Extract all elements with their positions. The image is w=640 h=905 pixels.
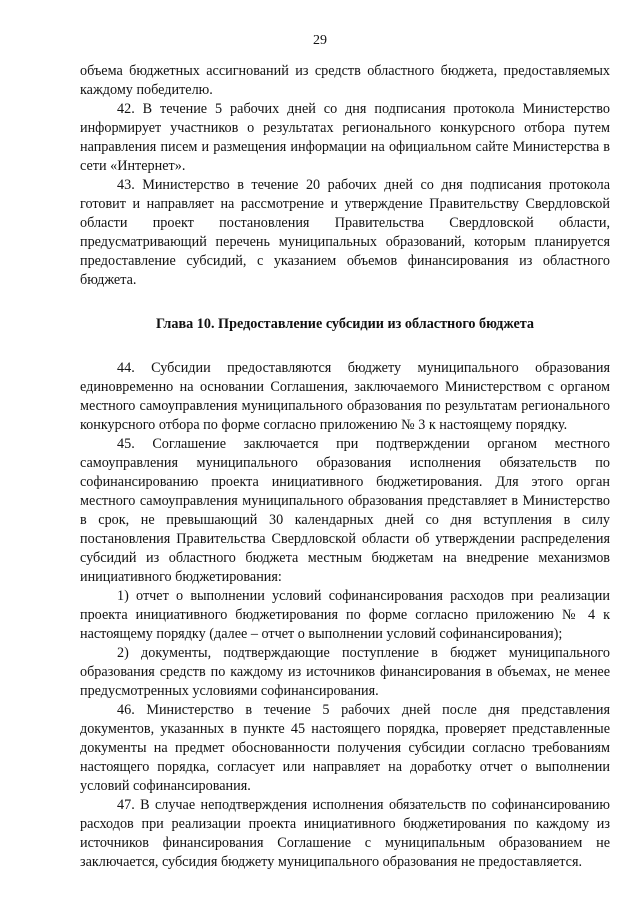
paragraph-44: 44. Субсидии предоставляются бюджету муниципального образования единовременно на основании Соглашения, заключаемого Министерством с органом местного самоуправления муниципального образования по результатам регионального конкурсного отбора по форме согласно приложению № 3 к настоящему порядку. (80, 360, 610, 433)
paragraph-45-item-2: 2) документы, подтверждающие поступление в бюджет муниципального образования средств по каждому из источников финансирования в объемах, не менее предусмотренных условиями софинансирования. (80, 645, 610, 699)
chapter-heading: Глава 10. Предоставление субсидии из областного бюджета (156, 316, 534, 332)
paragraph-45: 45. Соглашение заключается при подтверждении органом местного самоуправления муниципального образования исполнения обязательств по софинансированию проекта инициативного бюджетирования. Для этого орган местного самоуправления муниципального образования представляет в Министерство в срок, не превышающий 30 календарных дней со дня вступления в силу постановления Правительства Свердловской области об утверждении распределения субсидий из областного бюджета местным бюджетам на внедрение механизмов инициативного бюджетирования: (80, 436, 610, 585)
paragraph-continuation: объема бюджетных ассигнований из средств областного бюджета, предоставляемых каждому победителю. (80, 63, 610, 98)
page-number: 29 (313, 33, 327, 48)
paragraph-45-item-1: 1) отчет о выполнении условий софинансирования расходов при реализации проекта инициативного бюджетирования по форме согласно приложению № 4 к настоящему порядку (далее – отчет о выполнении условий софинансирования); (80, 588, 610, 642)
document-body (80, 62, 610, 872)
paragraph-46: 46. Министерство в течение 5 рабочих дней после дня представления документов, указанных в пункте 45 настоящего порядка, проверяет представленные документы на предмет обоснованности получения субсидии согласно требованиям настоящего порядка, согласует или направляет на доработку отчет о выполнении условий софинансирования. (80, 702, 610, 794)
paragraph-47: 47. В случае неподтверждения исполнения обязательств по софинансированию расходов при реализации проекта инициативного бюджетирования по каждому из источников финансирования Соглашение с муниципальным образованием не заключается, субсидия бюджету муниципального образования не предоставляется. (80, 797, 610, 870)
paragraph-42: 42. В течение 5 рабочих дней со дня подписания протокола Министерство информирует участников о результатах регионального конкурсного отбора путем направления писем и размещения информации на официальном сайте Министерства в сети «Интернет». (80, 101, 610, 174)
paragraph-43: 43. Министерство в течение 20 рабочих дней со дня подписания протокола готовит и направляет на рассмотрение и утверждение Правительству Свердловской области проект постановления Правительства Свердловской области, предусматривающий перечень муниципальных образований, которым планируется предоставление субсидий, с указанием объемов финансирования из областного бюджета. (80, 177, 610, 288)
